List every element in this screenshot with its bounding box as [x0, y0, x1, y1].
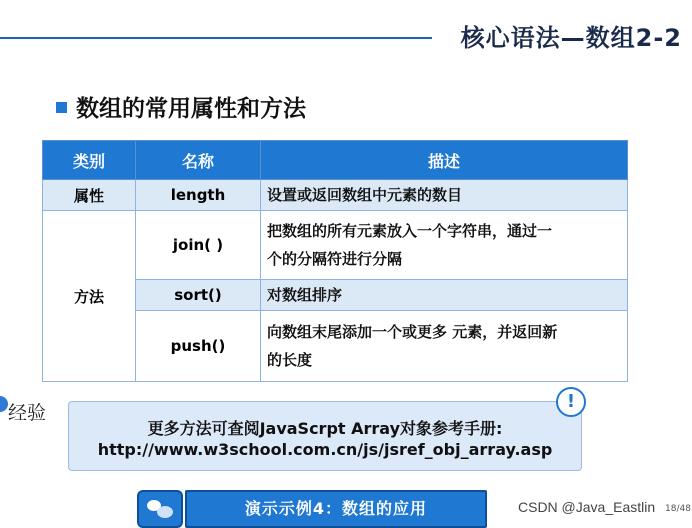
bubble-icon	[157, 506, 173, 518]
cell-name: length	[136, 180, 261, 211]
cell-description: 把数组的所有元素放入一个字符串，通过一 个的分隔符进行分隔	[261, 211, 628, 280]
cell-category: 方法	[43, 211, 136, 382]
cell-name: join( )	[136, 211, 261, 280]
watermark: CSDN @Java_Eastlin	[518, 499, 656, 515]
header-name: 名称	[136, 141, 261, 180]
bullet-square-icon	[56, 102, 67, 113]
header-category: 类别	[43, 141, 136, 180]
slide-title: 核心语法—数组2-2	[460, 24, 682, 52]
cell-name: push()	[136, 311, 261, 382]
cell-description: 向数组末尾添加一个或更多 元素，并返回新 的长度	[261, 311, 628, 382]
section-title: 数组的常用属性和方法	[76, 96, 306, 122]
table-row	[43, 211, 628, 280]
chat-bubbles-icon[interactable]	[137, 490, 183, 528]
table-row	[43, 180, 628, 211]
cell-description: 设置或返回数组中元素的数目	[261, 180, 628, 211]
note-box	[68, 401, 582, 471]
table-header-row	[43, 141, 628, 180]
note-line-1: 更多方法可查阅JavaScrpt Array对象参考手册:	[147, 419, 503, 438]
page-number: 18/48	[665, 504, 691, 514]
experience-label: 经验	[8, 402, 47, 424]
demo-button[interactable]: 演示示例4：数组的应用	[185, 490, 487, 528]
header-rule	[0, 37, 432, 39]
cell-description: 对数组排序	[261, 280, 628, 311]
header-description: 描述	[261, 141, 628, 180]
experience-icon	[0, 396, 8, 412]
methods-table	[42, 140, 628, 382]
alert-icon: !	[556, 387, 586, 417]
note-line-2: http://www.w3school.com.cn/js/jsref_obj_array.asp	[97, 440, 553, 459]
cell-category: 属性	[43, 180, 136, 211]
cell-name: sort()	[136, 280, 261, 311]
